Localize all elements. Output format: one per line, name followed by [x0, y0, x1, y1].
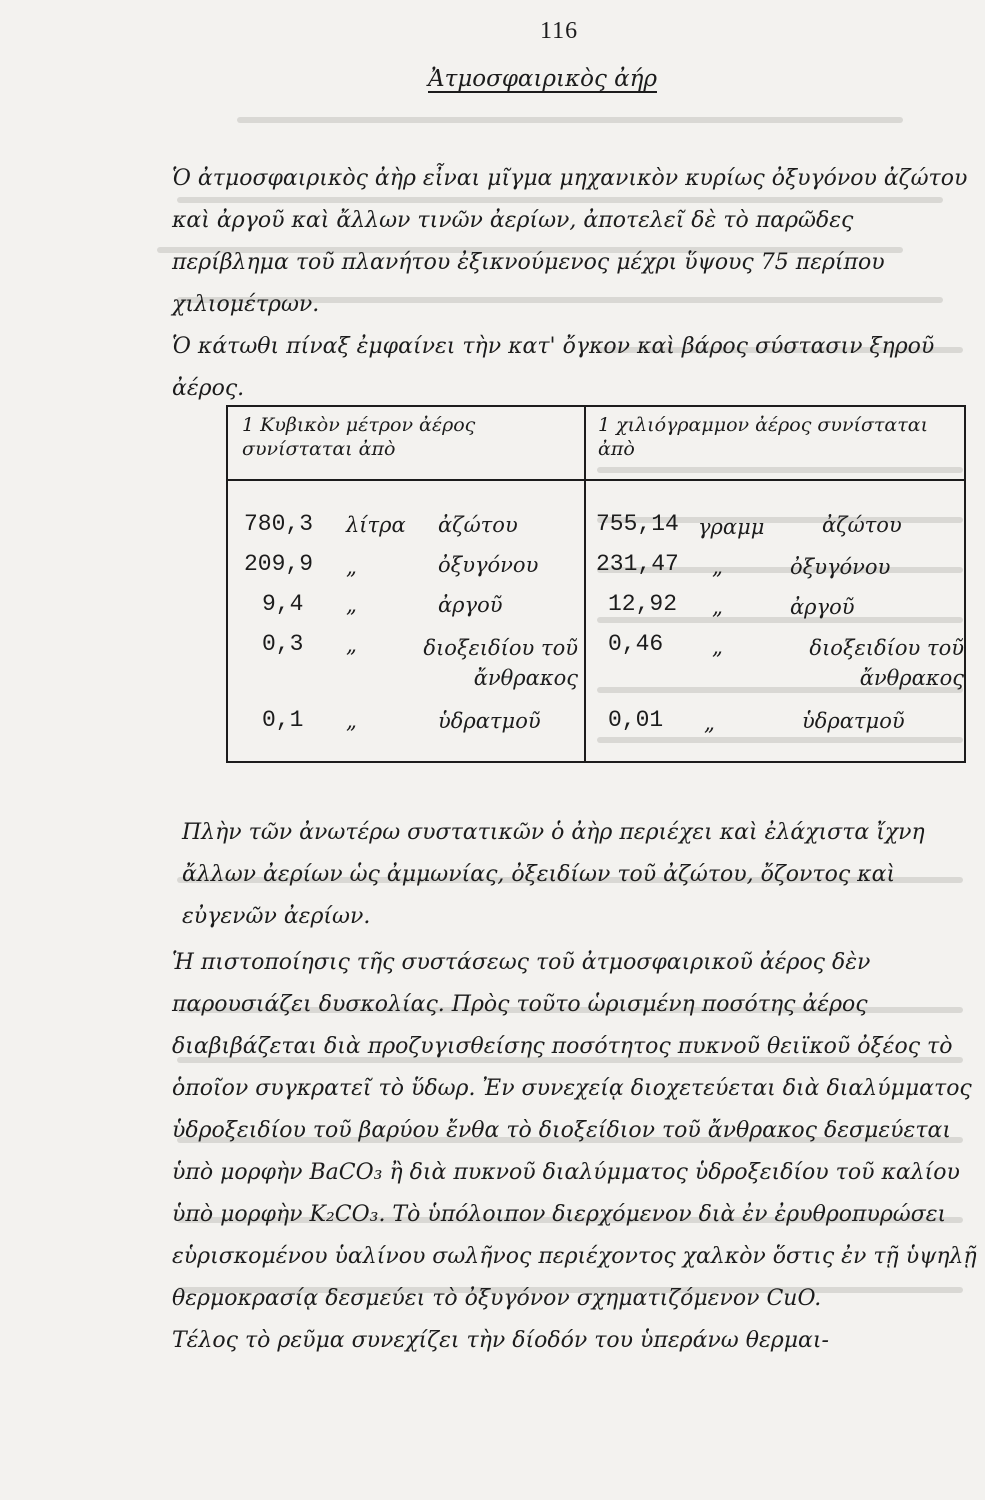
table-column-divider	[584, 407, 586, 761]
weight-unit: „	[712, 595, 723, 619]
volume-unit: „	[346, 593, 357, 617]
volume-component: διοξειδίου τοῦ ἄνθρακος	[423, 636, 578, 690]
weight-value: 755,14	[596, 511, 679, 537]
page-number: 116	[540, 18, 579, 44]
volume-column-header: 1 Κυβικὸν μέτρον ἀέρος συνίσταται ἀπὸ	[242, 414, 476, 460]
volume-unit: „	[346, 555, 357, 579]
volume-value: 9,4	[262, 591, 304, 617]
table-header-divider	[228, 479, 964, 481]
weight-unit: „	[704, 711, 715, 735]
verification-paragraph: Ἡ πιστοποίησις τῆς συστάσεως τοῦ ἀτμοσφαιρικοῦ ἀέρος δὲν παρουσιάζει δυσκολίας. Πρὸς τοῦτο ὡρισμένη ποσότης ἀέρος διαβιβάζεται διὰ προζυγισθείσης ποσότητος πυκνοῦ θειϊκοῦ ὀξέος τὸ ὁποῖον συγκρατεῖ τὸ ὕδωρ. Ἐν συνεχείᾳ διοχετεύεται διὰ διαλύμματος ὑδροξειδίου τοῦ βαρύου ἔνθα τὸ διοξείδιον τοῦ ἄνθρακος δεσμεύεται ὑπὸ μορφὴν BaCO₃ ἢ διὰ πυκνοῦ διαλύμματος ὑδροξειδίου τοῦ καλίου ὑπὸ μορφὴν K₂CO₃. Τὸ ὑπόλοιπον διερχόμενον διὰ ἐν ἐρυθροπυρώσει εὑρισκομένου ὑαλίνου σωλῆνος περιέχοντος χαλκὸν ὅστις ἐν τῇ ὑψηλῇ θερμοκρασίᾳ δεσμεύει τὸ ὀξυγόνον σχηματιζόμενον CuO. Τέλος τὸ ρεῦμα συνεχίζει τὴν δίοδόν του ὑπεράνω θερμαι-	[172, 950, 977, 1353]
volume-component: ἀζώτου	[438, 513, 518, 537]
weight-component: ἀργοῦ	[790, 595, 855, 619]
weight-unit: γραμμ	[698, 515, 765, 539]
volume-value: 209,9	[244, 551, 314, 577]
weight-value: 0,46	[608, 631, 664, 657]
volume-component: ὑδρατμοῦ	[438, 709, 541, 733]
weight-component: διοξειδίου τοῦ ἄνθρακος	[809, 636, 964, 690]
weight-value: 231,47	[596, 551, 679, 577]
volume-component: ὀξυγόνου	[438, 553, 539, 577]
trace-gases-paragraph: Πλὴν τῶν ἀνωτέρω συστατικῶν ὁ ἀὴρ περιέχει καὶ ἐλάχιστα ἴχνη ἄλλων ἀερίων ὡς ἀμμωνίας, ὀξειδίων τοῦ ἀζώτου, ὄζοντος καὶ εὐγενῶν ἀερίων.	[182, 820, 932, 929]
composition-table	[226, 405, 966, 763]
volume-value: 0,1	[262, 707, 304, 733]
volume-component: ἀργοῦ	[438, 593, 503, 617]
volume-value: 780,3	[244, 511, 314, 537]
volume-unit: „	[346, 709, 357, 733]
weight-component: ἀζώτου	[822, 513, 902, 537]
intro-paragraph: Ὁ ἀτμοσφαιρικὸς ἀὴρ εἶναι μῖγμα μηχανικὸν κυρίως ὀξυγόνου ἀζώτου καὶ ἀργοῦ καὶ ἄλλων τινῶν ἀερίων, ἀποτελεῖ δὲ τὸ παρῶδες περίβλημα τοῦ πλανήτου ἐξικνούμενος μέχρι ὕψους 75 περίπου χιλιομέτρων. Ὁ κάτωθι πίναξ ἐμφαίνει τὴν κατ' ὄγκον καὶ βάρος σύστασιν ξηροῦ ἀέρος.	[172, 166, 968, 401]
weight-component: ὀξυγόνου	[790, 555, 891, 579]
page-title: Ἀτμοσφαιρικὸς ἀήρ	[428, 66, 657, 92]
weight-column-header: 1 χιλιόγραμμον ἀέρος συνίσταται ἀπὸ	[598, 414, 929, 460]
weight-unit: „	[712, 635, 723, 659]
weight-component: ὑδρατμοῦ	[802, 709, 905, 733]
weight-value: 12,92	[608, 591, 678, 617]
volume-value: 0,3	[262, 631, 304, 657]
weight-value: 0,01	[608, 707, 664, 733]
volume-unit: „	[346, 633, 357, 657]
volume-unit: λίτρα	[346, 513, 406, 537]
weight-unit: „	[712, 555, 723, 579]
